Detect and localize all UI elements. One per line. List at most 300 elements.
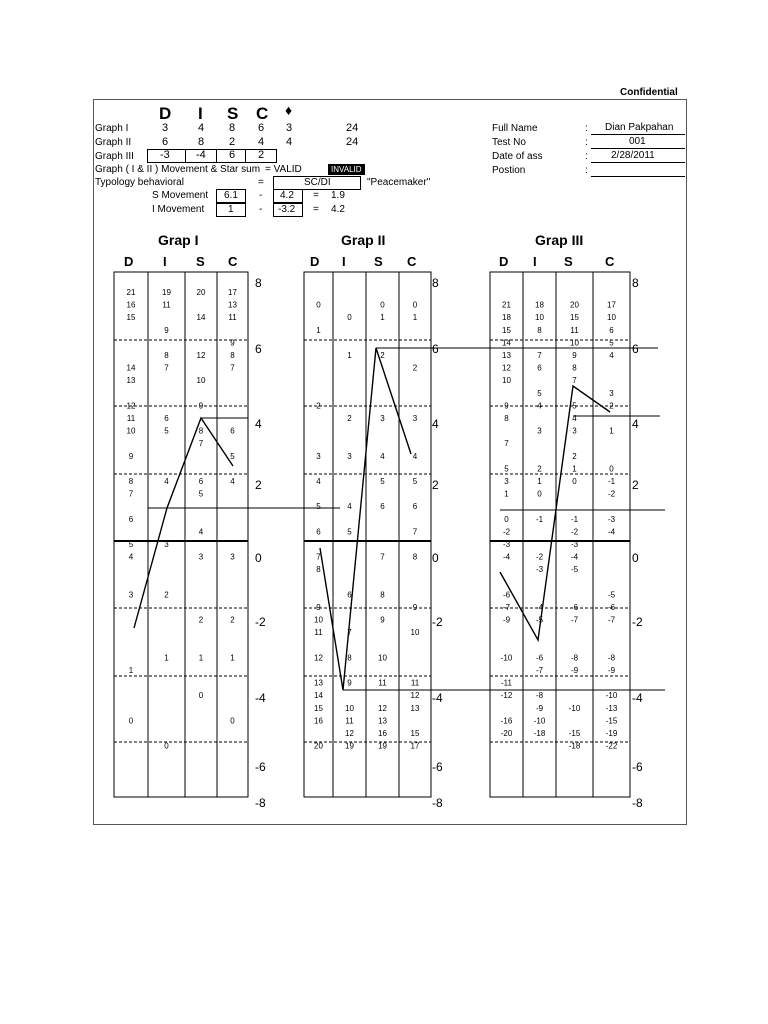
graph1-cell-value: 4 bbox=[128, 552, 134, 562]
graph1-cell-value: 12 bbox=[196, 351, 206, 360]
graph1-cell-value: 13 bbox=[126, 376, 136, 386]
graph2-label: Graph II bbox=[95, 137, 132, 148]
graph2-cell-value: 5 bbox=[316, 502, 321, 512]
graph3-cell-value: -8 bbox=[570, 653, 579, 663]
confidential-label: Confidential bbox=[620, 87, 678, 98]
graph2-cell-value: 4 bbox=[380, 451, 385, 461]
graph1-cell-value: 1 bbox=[164, 653, 169, 663]
graph1-axis-label: -4 bbox=[255, 691, 266, 705]
graph3-cell-value: 15 bbox=[502, 325, 511, 335]
graph3-cell-value: -5 bbox=[607, 590, 616, 600]
graph3-cell-value: 1 bbox=[609, 426, 614, 436]
graph2-cell-value: 2 bbox=[380, 351, 385, 360]
i-movement-b: -3.2 bbox=[278, 204, 296, 215]
graph3-cell-value: 2 bbox=[572, 451, 577, 461]
graph2-cell-value: 0 bbox=[316, 300, 321, 310]
graph1-axis-label: 6 bbox=[255, 342, 262, 356]
graph1-c: 6 bbox=[258, 122, 265, 134]
graph3-cell-value: -2 bbox=[502, 527, 511, 537]
graph2-s: 2 bbox=[229, 136, 236, 148]
graph1-cell-value: 10 bbox=[126, 426, 136, 436]
graph1-label: Graph I bbox=[95, 123, 129, 134]
graph2-cell-value: 5 bbox=[380, 477, 385, 486]
graph2-star: 4 bbox=[286, 136, 293, 148]
movement-label: Graph ( I & II ) Movement & Star sum bbox=[95, 164, 261, 175]
position-colon: : bbox=[585, 165, 588, 176]
graph1-cell-value: 5 bbox=[128, 540, 134, 549]
graph1-cell-value: 3 bbox=[164, 540, 169, 549]
graph1-cell-value: 6 bbox=[164, 414, 169, 423]
graph2-cell-value: 12 bbox=[410, 691, 420, 701]
graph3-cell-value: -8 bbox=[535, 691, 544, 701]
graph2-cell-value: 1 bbox=[347, 351, 352, 360]
graph3-col-d: D bbox=[499, 254, 509, 269]
graph3-cell-value: 0 bbox=[537, 489, 542, 499]
graph2-axis-label: -6 bbox=[432, 760, 443, 774]
graph3-cell-value: -5 bbox=[535, 615, 544, 625]
graph1-cell-value: 11 bbox=[162, 300, 171, 310]
graph3-cell-value: -15 bbox=[568, 729, 581, 738]
date-colon: : bbox=[585, 151, 588, 162]
graph1-cell-value: 7 bbox=[230, 363, 235, 373]
graph3-cell-value: 4 bbox=[572, 414, 577, 423]
graph3-cell-value: 11 bbox=[570, 325, 579, 335]
graph1-cell-value: 17 bbox=[228, 288, 237, 297]
graph2-cell-value: 15 bbox=[314, 703, 323, 713]
graph1-cell-value: 6 bbox=[198, 477, 204, 486]
graph3-cell-value: 5 bbox=[504, 464, 509, 474]
disc-letter-d: D bbox=[159, 104, 172, 123]
graph2-cell-value: 8 bbox=[347, 653, 352, 663]
graph1-cell-value: 16 bbox=[126, 300, 136, 310]
typology-name: "Peacemaker" bbox=[367, 177, 431, 188]
graph3-cell-value: -3 bbox=[535, 565, 544, 575]
graph3-d: -3 bbox=[160, 149, 170, 161]
graph1-d: 3 bbox=[162, 122, 169, 134]
graph1-cell-value: 2 bbox=[164, 590, 169, 600]
graph2-col-i: I bbox=[342, 254, 346, 269]
graph1-cell-value: 4 bbox=[164, 477, 169, 486]
graph3-col-c: C bbox=[605, 254, 615, 269]
graph3-cell-value: 1 bbox=[504, 489, 509, 499]
graph2-d: 6 bbox=[162, 136, 169, 148]
graph3-cell-value: -10 bbox=[568, 703, 581, 713]
graph3-cell-value: -15 bbox=[605, 716, 618, 726]
test-no-colon: : bbox=[585, 137, 588, 148]
graph3-cell-value: -10 bbox=[500, 653, 513, 663]
graph2-cell-value: 0 bbox=[347, 313, 352, 323]
graph1-cell-value: 4 bbox=[198, 527, 204, 537]
graph1-title: Grap I bbox=[158, 232, 199, 248]
graph3-cell-value: 6 bbox=[609, 325, 614, 335]
graph2-cell-value: 13 bbox=[378, 716, 387, 726]
graph1-cell-value: 5 bbox=[198, 489, 204, 499]
graph2-cell-value: 10 bbox=[378, 653, 387, 663]
graph2-cell-value: 14 bbox=[314, 691, 323, 701]
graph2-axis-label: 2 bbox=[432, 478, 439, 492]
graph3-cell-value: -2 bbox=[535, 552, 544, 562]
graph1-cell-value: 7 bbox=[164, 363, 169, 373]
graph1-cell-value: 14 bbox=[196, 313, 206, 323]
graph1-cell-value: 14 bbox=[126, 363, 136, 373]
graph3-title: Grap III bbox=[535, 232, 584, 248]
typology-label: Typology behavioral bbox=[95, 177, 184, 188]
graph1-sum: 24 bbox=[346, 122, 359, 134]
graph2-cell-value: 7 bbox=[316, 552, 321, 562]
graph2-cell-value: 15 bbox=[410, 729, 420, 738]
graph2-cell-value: 7 bbox=[347, 628, 352, 638]
graph1-cell-value: 9 bbox=[128, 451, 134, 461]
graph2-cell-value: 6 bbox=[347, 590, 352, 600]
typology-equals: = bbox=[258, 177, 264, 188]
graph3-cell-value: -10 bbox=[533, 716, 546, 726]
graph3-cell-value: 10 bbox=[535, 313, 544, 323]
graph1-cell-value: 3 bbox=[128, 590, 134, 600]
graph2-cell-value: 19 bbox=[345, 741, 354, 751]
graph3-cell-value: -7 bbox=[570, 615, 579, 625]
graph3-cell-value: -8 bbox=[607, 653, 616, 663]
graph2-cell-value: 11 bbox=[378, 678, 387, 688]
graph2-cell-value: 2 bbox=[347, 414, 352, 423]
graph1-cell-value: 1 bbox=[198, 653, 204, 663]
graph3-cell-value: 8 bbox=[572, 363, 577, 373]
graph3-cell-value: 6 bbox=[537, 363, 542, 373]
graph2-cell-value: 10 bbox=[410, 628, 420, 638]
full-name-label: Full Name bbox=[492, 123, 538, 134]
graph3-cell-value: 9 bbox=[572, 351, 577, 360]
graph1-col-s: S bbox=[196, 254, 205, 269]
disc-letter-s: S bbox=[227, 104, 239, 123]
invalid-badge: INVALID bbox=[328, 164, 365, 175]
graph1-cell-value: 6 bbox=[230, 426, 235, 436]
graph3-col-i: I bbox=[533, 254, 537, 269]
graph2-cell-value: 19 bbox=[378, 741, 387, 751]
full-name-value: Dian Pakpahan bbox=[605, 122, 674, 133]
graph3-cell-value: 0 bbox=[504, 514, 509, 524]
graph2-cell-value: 6 bbox=[412, 502, 418, 512]
graph3-i: -4 bbox=[196, 149, 206, 161]
graph2-cell-value: 16 bbox=[314, 716, 323, 726]
graph3-axis-label: 4 bbox=[632, 417, 639, 431]
graph1-cell-value: 4 bbox=[230, 477, 235, 486]
disc-letter-c: C bbox=[256, 104, 269, 123]
graph3-cell-value: 1 bbox=[537, 477, 542, 486]
graph3-cell-value: 3 bbox=[504, 477, 509, 486]
graph1-cell-value: 0 bbox=[230, 716, 235, 726]
graph3-cell-value: 8 bbox=[537, 325, 542, 335]
graph3-cell-value: 8 bbox=[504, 414, 509, 423]
graph3-axis-label: 2 bbox=[632, 478, 639, 492]
s-movement-op: - bbox=[259, 190, 263, 201]
graph2-cell-value: 9 bbox=[316, 603, 321, 612]
graph3-cell-value: 4 bbox=[537, 401, 542, 411]
graph2-cell-value: 16 bbox=[378, 729, 387, 738]
typology-value: SC/DI bbox=[304, 177, 331, 188]
graph2-cell-value: 8 bbox=[380, 590, 385, 600]
graph1-cell-value: 1 bbox=[230, 653, 235, 663]
graph3-cell-value: -3 bbox=[502, 540, 511, 549]
graph3-axis-label: 0 bbox=[632, 551, 639, 565]
graph2-cell-value: 5 bbox=[412, 477, 418, 486]
graph1-cell-value: 12 bbox=[126, 401, 136, 411]
graph3-cell-value: -6 bbox=[535, 653, 544, 663]
graph1-i: 4 bbox=[198, 122, 205, 134]
graph1-axis-label: -2 bbox=[255, 615, 266, 629]
graph2-cell-value: 1 bbox=[412, 313, 418, 323]
graph3-col-s: S bbox=[564, 254, 573, 269]
graph2-cell-value: 5 bbox=[347, 527, 352, 537]
graph1-star: 3 bbox=[286, 122, 293, 134]
graph2-cell-value: 2 bbox=[316, 401, 321, 411]
graph1-col-c: C bbox=[228, 254, 238, 269]
i-movement-eq: = bbox=[313, 204, 319, 215]
position-label: Postion bbox=[492, 165, 526, 176]
graph3-cell-value: 3 bbox=[572, 426, 577, 436]
graph3-cell-value: 10 bbox=[570, 338, 579, 348]
graph3-cell-value: 5 bbox=[609, 338, 614, 348]
graph2-cell-value: 7 bbox=[412, 527, 418, 537]
graph3-cell-value: 0 bbox=[609, 464, 614, 474]
graph3-cell-value: -19 bbox=[605, 729, 618, 738]
graph3-cell-value: 9 bbox=[504, 401, 509, 411]
graph2-cell-value: 4 bbox=[347, 502, 352, 512]
graph1-cell-value: 0 bbox=[128, 716, 134, 726]
graph3-cell-value: 2 bbox=[609, 401, 614, 411]
graph3-cell-value: -1 bbox=[607, 477, 616, 486]
date-value: 2/28/2011 bbox=[611, 150, 655, 161]
graph1-axis-label: 0 bbox=[255, 551, 262, 565]
graph2-axis-label: -4 bbox=[432, 691, 443, 705]
graph3-cell-value: 20 bbox=[570, 300, 579, 310]
graph2-cell-value: 13 bbox=[410, 703, 420, 713]
graph1-border bbox=[114, 272, 248, 797]
graph2-cell-value: 9 bbox=[347, 678, 352, 688]
graph1-axis-label: -6 bbox=[255, 760, 266, 774]
graph2-axis-label: 0 bbox=[432, 551, 439, 565]
s-movement-a: 6.1 bbox=[224, 190, 238, 201]
graph2-cell-value: 11 bbox=[345, 716, 354, 726]
graph2-cell-value: 6 bbox=[380, 502, 385, 512]
graph1-cell-value: 9 bbox=[230, 338, 235, 348]
graph1-cell-value: 7 bbox=[198, 439, 204, 449]
graph3-cell-value: -18 bbox=[568, 741, 581, 751]
s-movement-b: 4.2 bbox=[280, 190, 294, 201]
graph2-cell-value: 9 bbox=[412, 603, 418, 612]
graph3-cell-value: -2 bbox=[570, 527, 579, 537]
graph3-axis-label: -4 bbox=[632, 691, 643, 705]
graph2-axis-label: 8 bbox=[432, 276, 439, 290]
graph3-cell-value: 21 bbox=[502, 300, 511, 310]
graph2-cell-value: 8 bbox=[316, 565, 321, 575]
graph1-cell-value: 13 bbox=[228, 300, 237, 310]
graph3-cell-value: -6 bbox=[607, 603, 616, 612]
graph3-cell-value: -3 bbox=[607, 514, 616, 524]
graph2-cell-value: 3 bbox=[380, 414, 385, 423]
graph2-cell-value: 13 bbox=[314, 678, 323, 688]
graph3-cell-value: -11 bbox=[501, 678, 512, 688]
s-movement-eq: = bbox=[313, 190, 319, 201]
graph1-col-i: I bbox=[163, 254, 167, 269]
graph3-cell-value: 15 bbox=[570, 313, 579, 323]
graph1-cell-value: 6 bbox=[128, 514, 134, 524]
diamond-icon: ♦ bbox=[285, 102, 293, 118]
graph3-cell-value: 13 bbox=[502, 351, 511, 360]
graph3-cell-value: 3 bbox=[537, 426, 542, 436]
graph1-cell-value: 19 bbox=[162, 288, 171, 297]
graph1-cell-value: 11 bbox=[228, 313, 237, 323]
graph2-cell-value: 3 bbox=[316, 451, 321, 461]
full-name-colon: : bbox=[585, 123, 588, 134]
graph2-i: 8 bbox=[198, 136, 205, 148]
graph1-cell-value: 11 bbox=[126, 414, 136, 423]
graph2-cell-value: 10 bbox=[314, 615, 323, 625]
graph3-cell-value: 10 bbox=[607, 313, 616, 323]
graph3-cell-value: -7 bbox=[535, 666, 544, 675]
graph2-col-d: D bbox=[310, 254, 320, 269]
graph3-cell-value: -22 bbox=[605, 741, 618, 751]
graph3-axis-label: -8 bbox=[632, 796, 643, 810]
graph1-cell-value: 5 bbox=[230, 451, 235, 461]
graph3-cell-value: -3 bbox=[570, 540, 579, 549]
graph3-axis-label: 6 bbox=[632, 342, 639, 356]
graph1-cell-value: 5 bbox=[164, 426, 169, 436]
graph2-cell-value: 11 bbox=[410, 678, 420, 688]
graph1-cell-value: 2 bbox=[230, 615, 235, 625]
graph3-cell-value: 17 bbox=[607, 300, 616, 310]
graph2-cell-value: 0 bbox=[412, 300, 418, 310]
i-movement-result: 4.2 bbox=[331, 204, 345, 215]
graph2-col-c: C bbox=[407, 254, 417, 269]
graph2-cell-value: 0 bbox=[380, 300, 385, 310]
graph1-cell-value: 3 bbox=[230, 552, 235, 562]
graph2-axis-label: 4 bbox=[432, 417, 439, 431]
graph2-axis-label: -8 bbox=[432, 796, 443, 810]
graph2-cell-value: 4 bbox=[316, 477, 321, 486]
graph3-s: 6 bbox=[229, 149, 236, 161]
graph3-cell-value: 4 bbox=[609, 351, 614, 360]
graph3-cell-value: -4 bbox=[502, 552, 511, 562]
graph1-cell-value: 3 bbox=[198, 552, 204, 562]
graph3-cell-value: 2 bbox=[537, 464, 542, 474]
graph3-cell-value: -12 bbox=[500, 691, 513, 701]
test-no-label: Test No bbox=[492, 137, 526, 148]
graph1-cell-value: 2 bbox=[198, 615, 204, 625]
graph3-cell-value: -4 bbox=[570, 552, 579, 562]
graph2-cell-value: 12 bbox=[314, 653, 323, 663]
graph2-cell-value: 7 bbox=[380, 552, 385, 562]
graph1-cell-value: 21 bbox=[126, 288, 136, 297]
graph1-axis-label: -8 bbox=[255, 796, 266, 810]
graph1-axis-label: 4 bbox=[255, 417, 262, 431]
graph3-cell-value: -18 bbox=[533, 729, 546, 738]
graph1-cell-value: 9 bbox=[198, 401, 204, 411]
graph3-cell-value: -9 bbox=[535, 703, 544, 713]
date-label: Date of ass bbox=[492, 151, 543, 162]
graph3-cell-value: -6 bbox=[570, 603, 579, 612]
graph1-cell-value: 1 bbox=[128, 666, 134, 675]
graph1-s: 8 bbox=[229, 122, 236, 134]
graph3-cell-value: -7 bbox=[607, 615, 616, 625]
graph3-cell-value: -9 bbox=[502, 615, 511, 625]
graph3-cell-value: -2 bbox=[607, 489, 616, 499]
graph3-cell-value: 5 bbox=[572, 401, 577, 411]
graph3-cell-value: 7 bbox=[504, 439, 509, 449]
graph2-c: 4 bbox=[258, 136, 265, 148]
graph2-cell-value: 1 bbox=[316, 325, 321, 335]
graph2-axis-label: 6 bbox=[432, 342, 439, 356]
graph2-axis-label: -2 bbox=[432, 615, 443, 629]
graph2-cell-value: 3 bbox=[412, 414, 418, 423]
graph3-cell-value: -20 bbox=[500, 729, 513, 738]
graph3-cell-value: 0 bbox=[572, 477, 577, 486]
graph1-cell-value: 15 bbox=[126, 313, 136, 323]
graph1-axis-label: 2 bbox=[255, 478, 262, 492]
graph3-cell-value: 14 bbox=[502, 338, 511, 348]
graph2-cell-value: 17 bbox=[410, 741, 420, 751]
graph3-cell-value: -7 bbox=[502, 603, 511, 612]
graph3-cell-value: 18 bbox=[502, 313, 511, 323]
graph1-cell-value: 8 bbox=[198, 426, 204, 436]
graph3-cell-value: 1 bbox=[572, 464, 577, 474]
i-movement-op: - bbox=[259, 204, 263, 215]
i-movement-a: 1 bbox=[228, 204, 234, 215]
graph2-cell-value: 11 bbox=[314, 628, 323, 638]
graph3-cell-value: -16 bbox=[500, 716, 513, 726]
graph1-cell-value: 8 bbox=[128, 477, 134, 486]
graph1-axis-label: 8 bbox=[255, 276, 262, 290]
graph2-cell-value: 8 bbox=[412, 552, 418, 562]
graph1-cell-value: 20 bbox=[196, 288, 206, 297]
graph2-cell-value: 12 bbox=[378, 703, 387, 713]
graph2-cell-value: 3 bbox=[347, 451, 352, 461]
graph3-c: 2 bbox=[258, 149, 265, 161]
graph3-cell-value: -9 bbox=[607, 666, 616, 675]
graph2-cell-value: 1 bbox=[380, 313, 385, 323]
s-movement-result: 1.9 bbox=[331, 190, 345, 201]
graph2-title: Grap II bbox=[341, 232, 386, 248]
graph3-cell-value: 5 bbox=[537, 388, 542, 398]
graph3-axis-label: -6 bbox=[632, 760, 643, 774]
graph3-cell-value: 7 bbox=[537, 351, 542, 360]
graph3-cell-value: 10 bbox=[502, 376, 511, 386]
graph3-cell-value: 7 bbox=[572, 376, 577, 386]
graph1-cell-value: 8 bbox=[164, 351, 169, 360]
graph2-col-s: S bbox=[374, 254, 383, 269]
disc-letter-i: I bbox=[198, 104, 203, 123]
graph3-cell-value: 3 bbox=[609, 388, 614, 398]
graph3-cell-value: -4 bbox=[535, 603, 544, 612]
graph2-cell-value: 20 bbox=[314, 741, 323, 751]
graph1-col-d: D bbox=[124, 254, 134, 269]
graph3-axis-label: -2 bbox=[632, 615, 643, 629]
graph1-cell-value: 0 bbox=[164, 741, 169, 751]
graph3-cell-value: 18 bbox=[535, 300, 544, 310]
graph3-cell-value: -9 bbox=[570, 666, 579, 675]
graph3-label: Graph III bbox=[95, 151, 134, 162]
graph2-cell-value: 10 bbox=[345, 703, 354, 713]
graph3-cell-value: -6 bbox=[502, 590, 511, 600]
movement-result: = VALID bbox=[265, 164, 302, 175]
graph2-cell-value: 6 bbox=[316, 527, 321, 537]
graph2-cell-value: 12 bbox=[345, 729, 354, 738]
s-movement-label: S Movement bbox=[152, 190, 209, 201]
test-no-value: 001 bbox=[629, 136, 646, 147]
graph3-cell-value: -1 bbox=[535, 514, 544, 524]
graph3-cell-value: 12 bbox=[502, 363, 511, 373]
graph3-cell-value: -4 bbox=[607, 527, 616, 537]
graph3-cell-value: -10 bbox=[605, 691, 618, 701]
graph2-cell-value: 9 bbox=[380, 615, 385, 625]
